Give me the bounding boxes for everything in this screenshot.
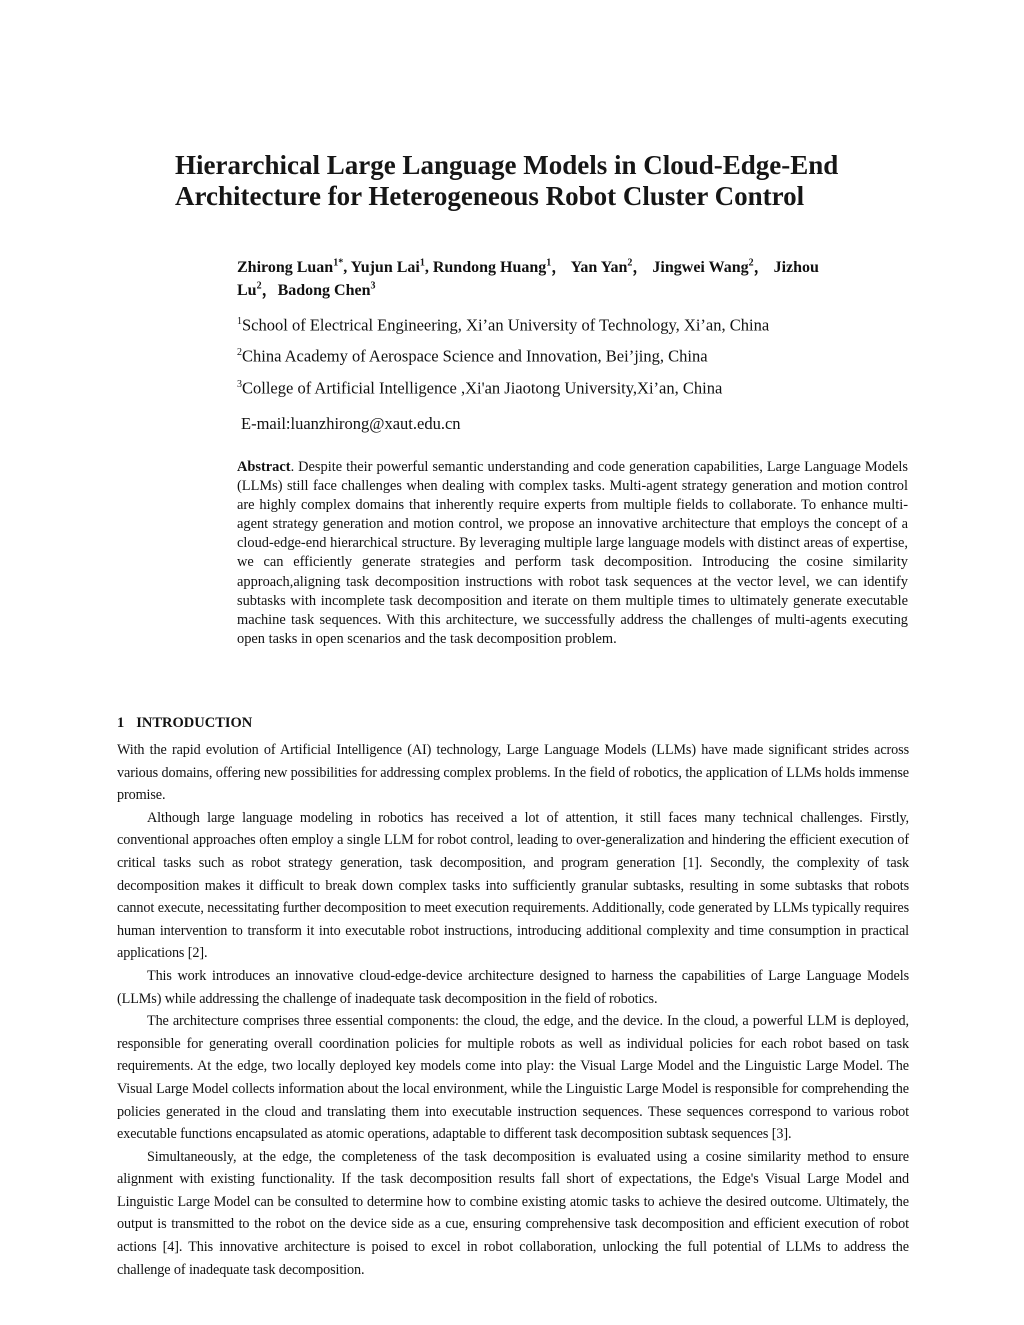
affiliation-1 (237, 312, 769, 336)
abstract (237, 458, 908, 649)
section-title: INTRODUCTION (136, 715, 253, 731)
author-affil-mark: 2 (256, 280, 262, 292)
paper-title (175, 150, 935, 212)
title-line-2: Architecture for Heterogeneous Robot Cluster Control (175, 181, 805, 211)
section-number: 1 (117, 715, 125, 731)
author-name: ， Jizhou Lu (237, 259, 819, 299)
affiliation-3 (237, 375, 722, 399)
paragraph: The architecture comprises three essential components: the cloud, the edge, and the device. In the cloud, a powerful LLM is deployed, responsible for generating overall coordination policies for multiple robots as well as individual policies for each robot based on task requirements. At the edge, two locally deployed key models come into play: the Visual Large Model and the Linguistic Large Model. The Visual Large Model collects information about the local environment, while the Linguistic Large Model is responsible for comprehending the policies generated in the cloud and translating them into executable instruction sequences. These sequences correspond to various robot executable functions encapsulated as atomic operations, adaptable to different task decomposition subtask sequences [3]. (117, 1013, 909, 1143)
paragraph: With the rapid evolution of Artificial Intelligence (AI) technology, Large Language Models (LLMs) have made significant strides across various domains, offering new possibilities for addressing complex problems. In the field of robotics, the application of LLMs holds immense promise. (117, 742, 909, 804)
affiliation-text: College of Artificial Intelligence ,Xi'an Jiaotong University,Xi’an, China (242, 378, 723, 398)
introduction-body (117, 739, 909, 1281)
affiliation-2 (237, 343, 708, 367)
affiliation-text: China Academy of Aerospace Science and Innovation, Bei’jing, China (242, 346, 708, 366)
author-affil-mark: 1 (419, 257, 425, 269)
author-name: , Yujun Lai (343, 259, 420, 276)
author-affil-mark: 3 (370, 280, 376, 292)
paragraph: Simultaneously, at the edge, the completeness of the task decomposition is evaluated using a cosine similarity method to ensure alignment with existing functionality. If the task decomposition results fall short of expectations, the Edge's Visual Large Model and Linguistic Large Model can be consulted to determine how to combine existing atomic tasks to achieve the desired outcome. Ultimately, the output is transmitted to the robot on the device side as a cue, ensuring comprehensive task decomposition and efficient execution of robot actions [4]. This innovative architecture is poised to excel in robot collaboration, unlocking the full potential of LLMs to address the challenge of inadequate task decomposition. (117, 1148, 909, 1278)
paragraph: This work introduces an innovative cloud-edge-device architecture designed to harness the capabilities of Large Language Models (LLMs) while addressing the challenge of inadequate task decomposition in the field of robotics. (117, 967, 909, 1007)
abstract-text: . Despite their powerful semantic understanding and code generation capabilities, Large Language Models (LLMs) still face challenges when dealing with complex tasks. Multi-agent strategy generation and motion control are highly complex domains that inherently require experts from multiple fields to collaborate. To enhance multi-agent strategy generation and motion control, we propose an innovative architecture that employs the concept of a cloud-edge-end hierarchical structure. By leveraging multiple large language models with distinct areas of expertise, we can efficiently generate strategies and perform task decomposition. Introducing the cosine similarity approach,aligning task decomposition instructions with robot task sequences at the vector level, we can identify subtasks with incomplete task decomposition and iterate on them multiple times to ultimately generate executable machine task sequences. With this architecture, we successfully address the challenges of multi-agents executing open tasks in open scenarios and the task decomposition problem. (237, 459, 908, 647)
author-name: ， Jingwei Wang (632, 259, 749, 276)
author-affil-mark: 1 (546, 257, 552, 269)
affiliation-mark: 3 (237, 379, 242, 390)
author-name: ， Yan Yan (551, 259, 628, 276)
contact-email: E-mail:luanzhirong@xaut.edu.cn (241, 414, 461, 433)
author-affil-mark: 2 (748, 257, 754, 269)
author-name: Zhirong Luan (237, 259, 334, 276)
author-name: ，Badong Chen (261, 282, 371, 299)
author-affil-mark: 1* (333, 257, 344, 269)
author-name: , Rundong Huang (424, 259, 547, 276)
section-heading (117, 713, 252, 733)
affiliation-text: School of Electrical Engineering, Xi’an University of Technology, Xi’an, China (242, 315, 770, 335)
title-line-1: Hierarchical Large Language Models in Cloud-Edge-End (175, 150, 839, 180)
abstract-label: Abstract (237, 459, 291, 475)
affiliation-mark: 2 (237, 347, 242, 358)
author-list (237, 256, 837, 302)
paragraph: Although large language modeling in robotics has received a lot of attention, it still faces many technical challenges. Firstly, conventional approaches often employ a single LLM for robot control, leading to over-generalization and hindering the efficient execution of critical tasks such as robot strategy generation, task decomposition, and program generation [1]. Secondly, the complexity of task decomposition makes it difficult to break down complex tasks into sufficiently granular subtasks, resulting in some subtasks that robots cannot execute, necessitating further decomposition to meet execution requirements. Additionally, code generated by LLMs typically requires human intervention to transform it into executable robot instructions, introducing additional complexity and time consumption in practical applications [2]. (117, 809, 909, 962)
affiliation-mark: 1 (237, 316, 242, 327)
author-affil-mark: 2 (627, 257, 633, 269)
